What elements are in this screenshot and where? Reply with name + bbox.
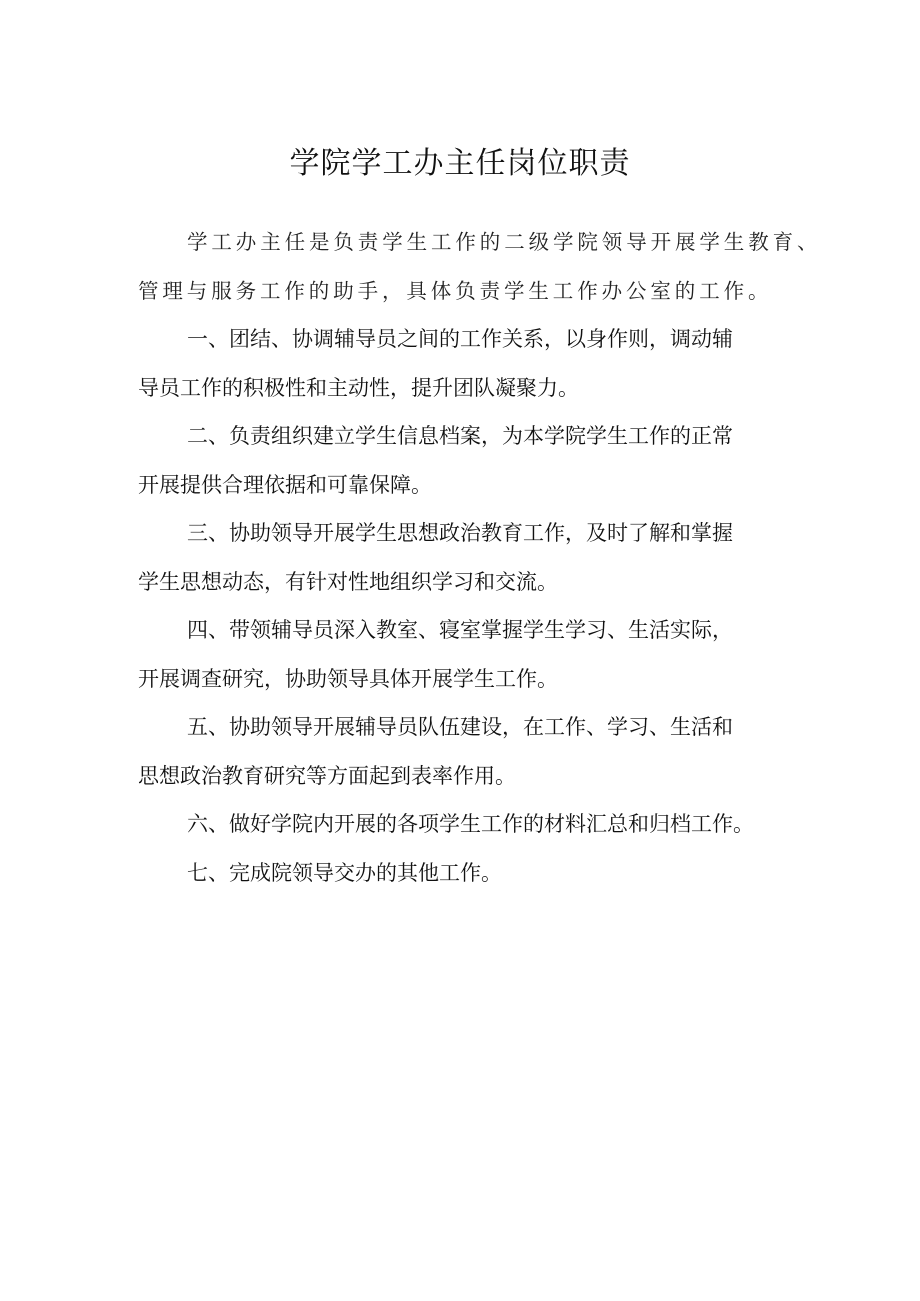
duty-item-4-line-1: 四、带领辅导员深入教室、寝室掌握学生学习、生活实际， (187, 618, 733, 642)
duty-item-1 (138, 315, 818, 412)
duty-item-3-line-2: 学生思想动态，有针对性地组织学习和交流。 (138, 569, 558, 594)
duty-item-6-line-1: 六、做好学院内开展的各项学生工作的材料汇总和归档工作。 (187, 812, 754, 836)
intro-line-1: 学工办主任是负责学生工作的二级学院领导开展学生教育、 (187, 230, 822, 254)
duty-item-3 (138, 509, 818, 606)
duty-item-7 (138, 849, 818, 898)
duty-item-1-line-1: 一、团结、协调辅导员之间的工作关系，以身作则，调动辅 (187, 327, 733, 351)
duty-item-2-line-2: 开展提供合理依据和可靠保障。 (138, 472, 432, 497)
intro-paragraph (138, 218, 822, 315)
page-title: 学院学工办主任岗位职责 (289, 146, 631, 181)
duty-item-5 (138, 703, 818, 800)
document-body (138, 218, 822, 897)
duty-item-2-line-1: 二、负责组织建立学生信息档案，为本学院学生工作的正常 (187, 424, 733, 448)
duty-item-5-line-1: 五、协助领导开展辅导员队伍建设，在工作、学习、生活和 (187, 715, 733, 739)
duty-item-2 (138, 412, 818, 509)
duty-item-4-line-2: 开展调查研究，协助领导具体开展学生工作。 (138, 666, 558, 691)
duty-item-6 (138, 800, 818, 849)
duty-item-7-line-1: 七、完成院领导交办的其他工作。 (187, 860, 502, 885)
duty-item-4 (138, 606, 818, 703)
duty-item-5-line-2: 思想政治教育研究等方面起到表率作用。 (138, 763, 516, 788)
duty-item-3-line-1: 三、协助领导开展学生思想政治教育工作，及时了解和掌握 (187, 521, 733, 545)
duty-item-1-line-2: 导员工作的积极性和主动性，提升团队凝聚力。 (138, 375, 579, 400)
intro-line-2: 管理与服务工作的助手，具体负责学生工作办公室的工作。 (138, 278, 773, 303)
